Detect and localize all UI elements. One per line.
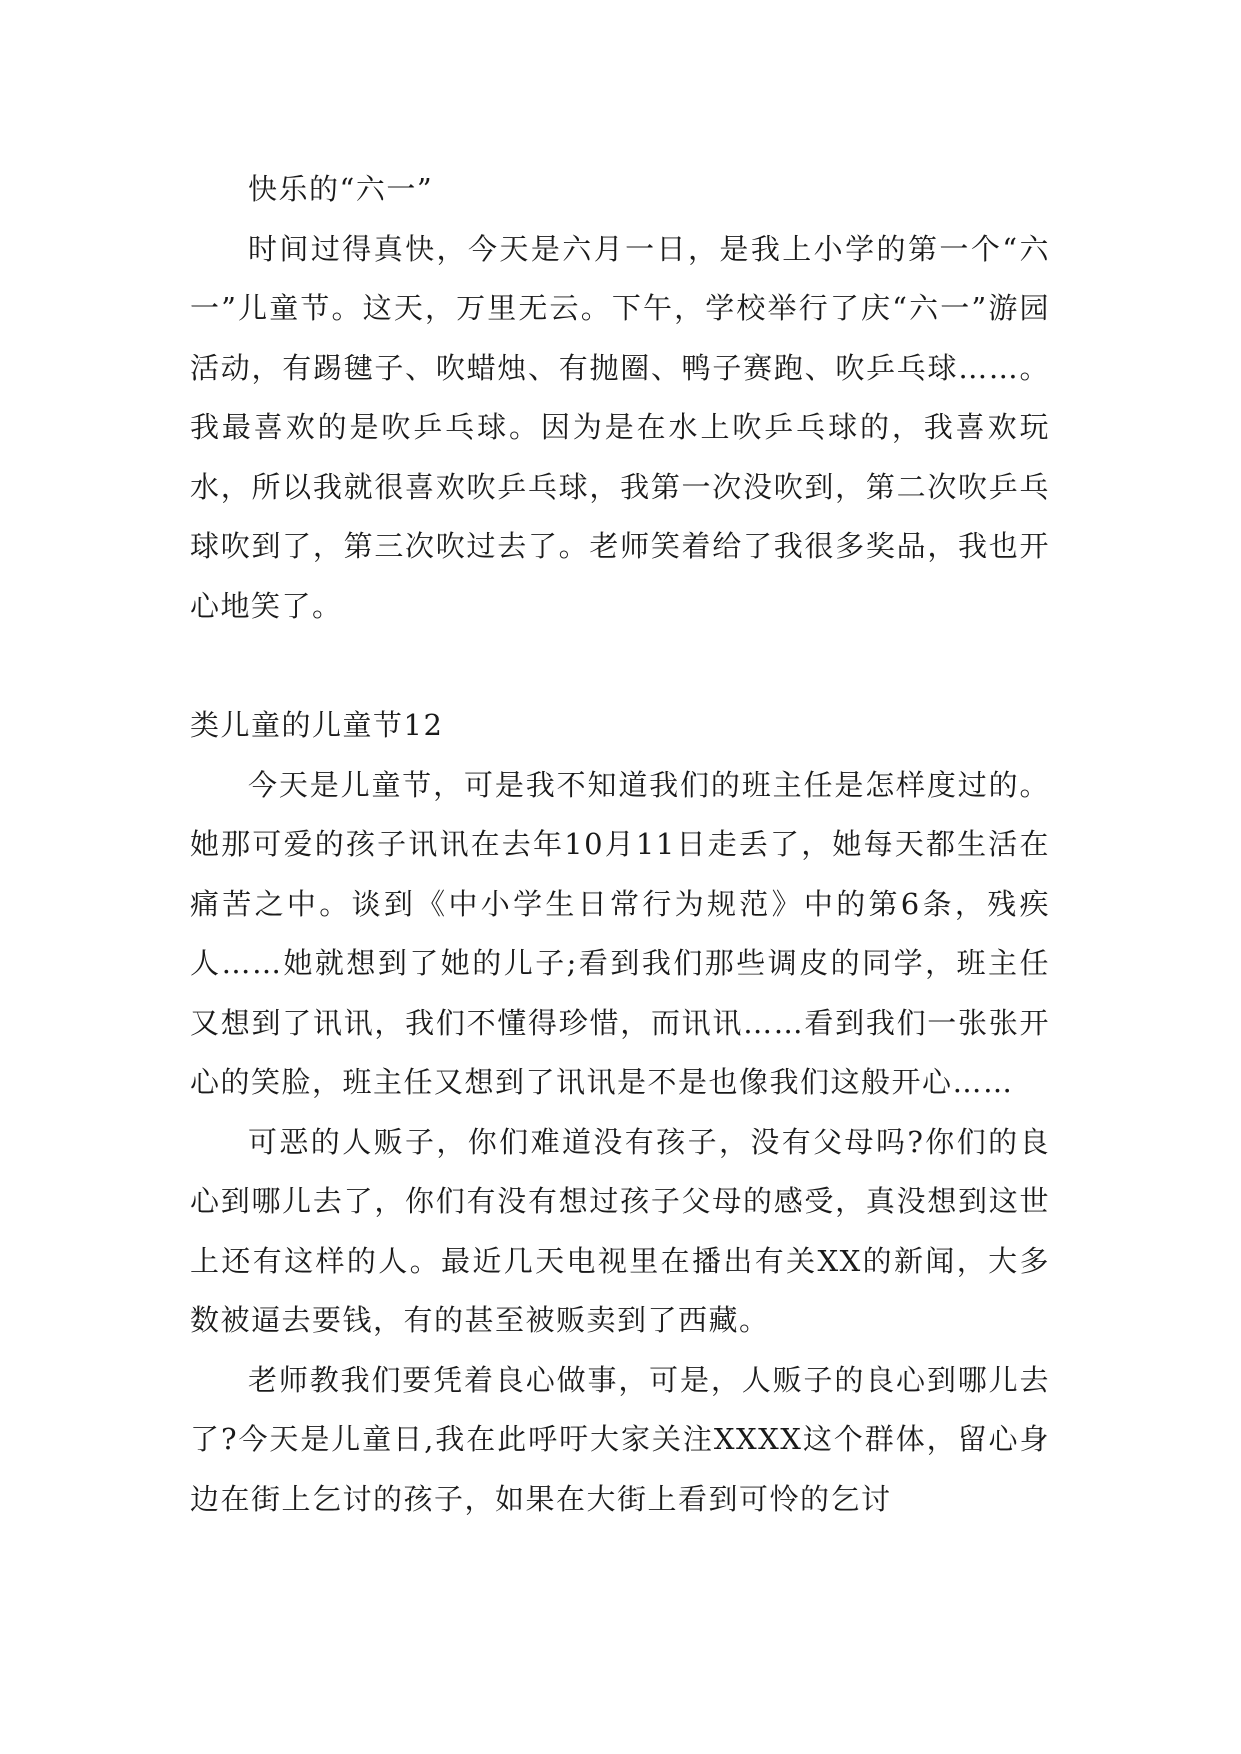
essay-1-paragraph: 时间过得真快，今天是六月一日，是我上小学的第一个“六一”儿童节。这天，万里无云。下午，学校举行了庆“六一”游园活动，有踢毽子、吹蜡烛、有抛圈、鸭子赛跑、吹乒乓球……。我最喜欢的是吹乒乓球。因为是在水上吹乒乓球的，我喜欢玩水，所以我就很喜欢吹乒乓球，我第一次没吹到，第二次吹乒乓球吹到了，第三次吹过去了。老师笑着给了我很多奖品，我也开心地笑了。 <box>190 231 1050 623</box>
essay-2-paragraph-1: 今天是儿童节，可是我不知道我们的班主任是怎样度过的。她那可爱的孩子讯讯在去年10月11日走丢了，她每天都生活在痛苦之中。谈到《中小学生日常行为规范》中的第6条，残疾人……她就想到了她的儿子;看到我们那些调皮的同学，班主任又想到了讯讯，我们不懂得珍惜，而讯讯……看到我们一张张开心的笑脸，班主任又想到了讯讯是不是也像我们这般开心…… <box>190 767 1050 1099</box>
essay-2-paragraph-2: 可恶的人贩子，你们难道没有孩子，没有父母吗?你们的良心到哪儿去了，你们有没有想过孩子父母的感受，真没想到这世上还有这样的人。最近几天电视里在播出有关XX的新闻，大多数被逼去要钱，有的甚至被贩卖到了西藏。 <box>190 1124 1050 1337</box>
section-gap <box>190 636 1050 696</box>
essay-title-2: 类儿童的儿童节12 <box>190 708 444 742</box>
essay-2-paragraph-3: 老师教我们要凭着良心做事，可是，人贩子的良心到哪儿去了?今天是儿童日,我在此呼吁大家关注XXXX这个群体，留心身边在街上乞讨的孩子，如果在大街上看到可怜的乞讨 <box>190 1362 1050 1516</box>
text-column <box>190 160 1050 1529</box>
essay-title-1: 快乐的“六一” <box>248 172 434 206</box>
